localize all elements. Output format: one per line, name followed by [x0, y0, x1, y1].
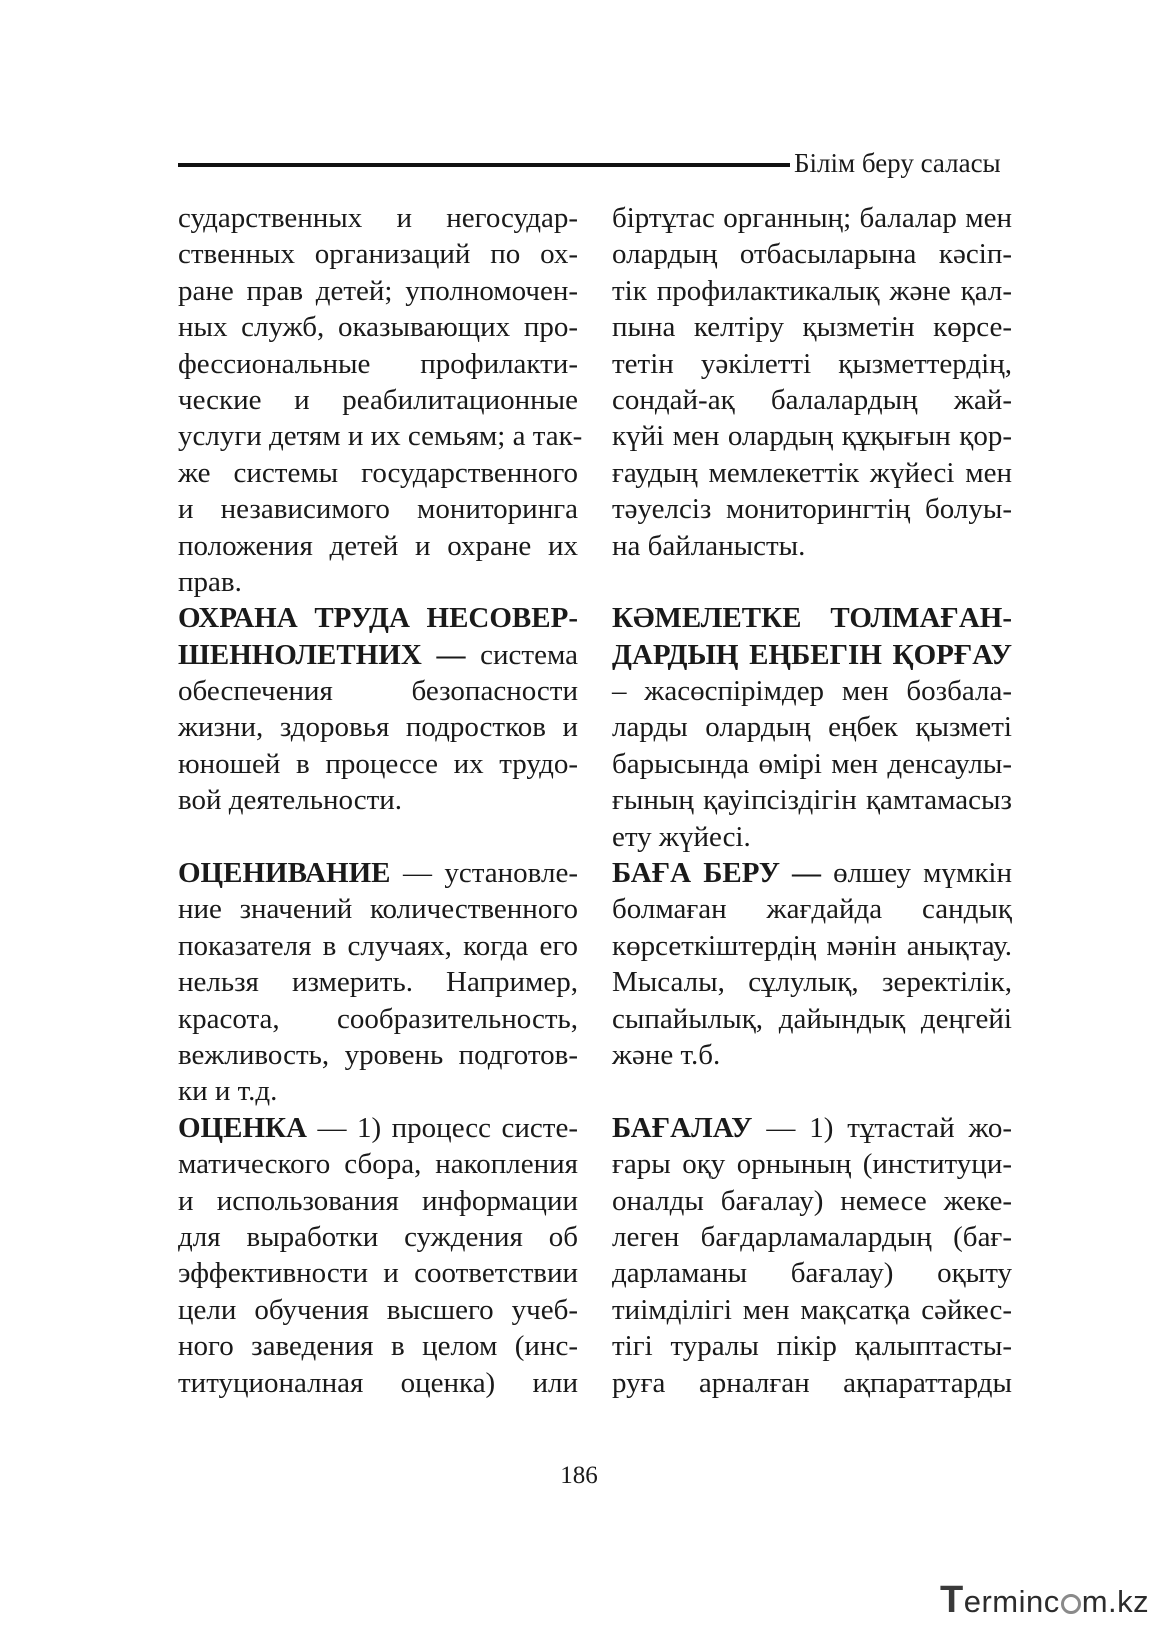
- text-line: сондай-ақ балалардың жай-: [612, 383, 1012, 416]
- text-line: [178, 855, 578, 891]
- text-line: руға арналған ақпараттарды: [612, 1366, 1012, 1399]
- text-line: болмаған жағдайда сандық: [612, 893, 1012, 926]
- definition-text: — установле-: [390, 857, 578, 890]
- text-line: ғының қауіпсіздігін қамтамасыз: [612, 784, 1012, 817]
- text-line: ние значений количественного: [178, 893, 578, 926]
- text-line: ғаудың мемлекеттік жүйесі мен: [612, 456, 1012, 489]
- text-line: услуги детям и их семьям; а так-: [178, 420, 583, 453]
- definition-text: — 1) процесс систе-: [307, 1111, 578, 1144]
- text-line: тігі туралы пікір қалыптасты-: [612, 1330, 1012, 1363]
- text-line: эффективности и соответствии: [178, 1257, 578, 1290]
- text-line: жизни, здоровья подростков и: [178, 711, 578, 744]
- paragraph-gap: [612, 564, 1012, 600]
- text-line: пына келтіру қызметін көрсе-: [612, 311, 1012, 344]
- term-heading: ОЦЕНКА: [178, 1111, 307, 1144]
- text-line: дарламаны бағалау) оқыту: [612, 1257, 1012, 1290]
- text-line: [178, 637, 578, 673]
- right-column: [612, 200, 1012, 1401]
- text-line: Мысалы, сұлулық, зеректілік,: [612, 966, 1012, 999]
- running-header: Білім беру саласы: [794, 148, 1001, 178]
- text-line: біртұтас органның; балалар мен: [612, 202, 1012, 234]
- text-line: на байланысты.: [612, 529, 806, 562]
- text-line: сударственных и негосудар-: [178, 202, 578, 234]
- term-heading: ОХРАНА ТРУДА НЕСОВЕР-: [178, 602, 578, 635]
- text-line: ки и т.д.: [178, 1075, 278, 1108]
- text-line: [612, 1110, 1012, 1146]
- text-line: оналды бағалау) немесе жеке-: [612, 1184, 1012, 1217]
- definition-text: система: [465, 638, 578, 671]
- text-line: тетін уәкілетті қызметтердің,: [612, 347, 1012, 380]
- text-line: титуционалная оценка) или: [178, 1366, 578, 1399]
- text-line: ственных организаций по ох-: [178, 238, 578, 271]
- watermark-initial: T: [940, 1579, 964, 1621]
- text-line: ету жүйесі.: [612, 820, 751, 853]
- text-line: обеспечения безопасности: [178, 675, 578, 708]
- term-heading: БАҒАЛАУ: [612, 1111, 753, 1144]
- text-line: цели обучения высшего учеб-: [178, 1293, 578, 1326]
- text-line: и использования информации: [178, 1184, 578, 1217]
- header-rule: [178, 163, 790, 167]
- left-column: [178, 200, 583, 1401]
- text-line: юношей в процессе их трудо-: [178, 747, 578, 780]
- text-line: [178, 600, 578, 636]
- text-line: [612, 600, 1012, 636]
- page-number: 186: [560, 1462, 598, 1489]
- text-line: сыпайылық, дайындық деңгейі: [612, 1002, 1012, 1035]
- text-line: [612, 637, 1012, 673]
- text-line: леген бағдарламалардың (бағ-: [612, 1220, 1012, 1253]
- text-line: ларды олардың еңбек қызметі: [612, 711, 1012, 744]
- text-line: прав.: [178, 565, 242, 598]
- term-heading: ШЕННОЛЕТНИХ —: [178, 638, 466, 671]
- term-heading: ДАРДЫҢ ЕҢБЕГІН ҚОРҒАУ: [612, 638, 1012, 671]
- text-line: матического сбора, накопления: [178, 1148, 578, 1181]
- text-line: және т.б.: [612, 1038, 721, 1071]
- text-line: ных служб, оказывающих про-: [178, 311, 578, 344]
- watermark-middle: erminc: [963, 1584, 1060, 1619]
- text-line: показателя в случаях, когда его: [178, 929, 578, 962]
- term-heading: КӘМЕЛЕТКЕ ТОЛМАҒАН-: [612, 602, 1012, 635]
- paragraph-gap: [178, 819, 578, 855]
- site-watermark: [940, 1578, 1149, 1622]
- term-heading: БАҒА БЕРУ —: [612, 857, 822, 890]
- watermark-end: m.kz: [1081, 1584, 1150, 1619]
- text-line: барысында өмірі мен денсаулы-: [612, 747, 1012, 780]
- text-line: тік профилактикалық және қал-: [612, 274, 1012, 307]
- text-line: ране прав детей; уполномочен-: [178, 274, 578, 307]
- text-line: ческие и реабилитационные: [178, 383, 578, 416]
- text-line: [612, 855, 1012, 891]
- text-line: фессиональные профилакти-: [178, 347, 578, 380]
- text-line: положения детей и охране их: [178, 529, 578, 562]
- text-line: олардың отбасыларына кәсіп-: [612, 238, 1012, 271]
- text-line: күйі мен олардың құқығын қор-: [612, 420, 1012, 453]
- text-line: ного заведения в целом (инс-: [178, 1330, 578, 1363]
- text-line: вежливость, уровень подготов-: [178, 1038, 578, 1071]
- text-line: вой деятельности.: [178, 784, 403, 817]
- paragraph-gap: [612, 1073, 1012, 1109]
- magnifier-icon: [1061, 1594, 1081, 1614]
- text-line: нельзя измерить. Например,: [178, 966, 578, 999]
- text-line: тәуелсіз мониторингтің болуы-: [612, 493, 1012, 526]
- definition-text: — 1) тұтастай жо-: [752, 1111, 1012, 1144]
- text-line: для выработки суждения об: [178, 1220, 578, 1253]
- text-line: тиімділігі мен мақсатқа сәйкес-: [612, 1293, 1012, 1326]
- text-line: ғары оқу орнының (институци-: [612, 1148, 1012, 1181]
- text-line: красота, сообразительность,: [178, 1002, 578, 1035]
- text-line: же системы государственного: [178, 456, 578, 489]
- text-line: көрсеткіштердің мәнін анықтау.: [612, 929, 1012, 962]
- text-line: – жасөспірімдер мен бозбала-: [612, 675, 1012, 708]
- term-heading: ОЦЕНИВАНИЕ: [178, 857, 391, 890]
- text-line: и независимого мониторинга: [178, 493, 578, 526]
- definition-text: өлшеу мүмкін: [821, 857, 1012, 890]
- text-line: [178, 1110, 578, 1146]
